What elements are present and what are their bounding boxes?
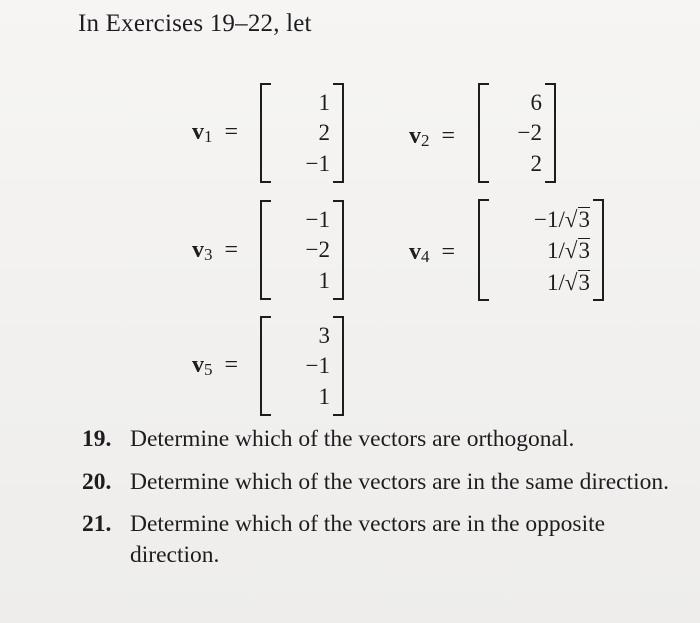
- vector-v3-entry: −1: [305, 206, 330, 232]
- exercise-text: Determine which of the vectors are orthogonal.: [130, 426, 575, 452]
- vector-v1-entry: 1: [318, 89, 330, 115]
- vector-v4-label: $v_4$ =: [409, 239, 456, 266]
- vector-v4-matrix: [478, 199, 604, 301]
- vector-v3-entry: 1: [318, 268, 330, 294]
- exercise-20: [82, 467, 670, 498]
- exercise-number: 20.: [82, 468, 112, 495]
- exercise-text: Determine which of the vectors are in the opposite direction.: [130, 511, 606, 568]
- exercise-number: 19.: [82, 426, 112, 452]
- exercise-text: Determine which of the vectors are in the same direction.: [130, 468, 669, 495]
- vector-v5-label: $v_5$ =: [192, 352, 239, 379]
- vector-v1-matrix: [260, 83, 344, 183]
- vector-v2-label: $v_2$ =: [409, 123, 456, 150]
- exercise-21: [82, 509, 630, 570]
- vector-v3-matrix: [260, 200, 344, 300]
- exercise-number: 21.: [82, 511, 112, 538]
- vector-v2-entry: −2: [517, 120, 542, 146]
- vector-v5-entry: −1: [305, 353, 330, 379]
- vector-v1-entry: 2: [318, 120, 330, 146]
- vector-v5-entry: 1: [318, 384, 330, 410]
- exercise-19: [82, 424, 682, 455]
- vector-v5-entry: 3: [318, 322, 330, 348]
- vector-v2-matrix: [478, 83, 556, 183]
- vector-v1-label: $v_1$ =: [192, 119, 239, 146]
- vector-v1-entry: −1: [305, 151, 330, 177]
- vector-v4-entry: 1/√3: [546, 269, 590, 295]
- vector-v5-matrix: [260, 316, 344, 416]
- vector-v2-entry: 6: [530, 89, 542, 115]
- vector-v4-entry: 1/√3: [546, 238, 590, 264]
- exercise-list: [82, 424, 682, 582]
- exercise-intro: In Exercises 19–22, let: [78, 10, 312, 37]
- vector-v4-entry: −1/√3: [534, 207, 590, 233]
- vector-v2-entry: 2: [530, 151, 542, 177]
- vector-v3-entry: −2: [305, 237, 330, 263]
- vector-v3-label: $v_3$ =: [192, 237, 239, 264]
